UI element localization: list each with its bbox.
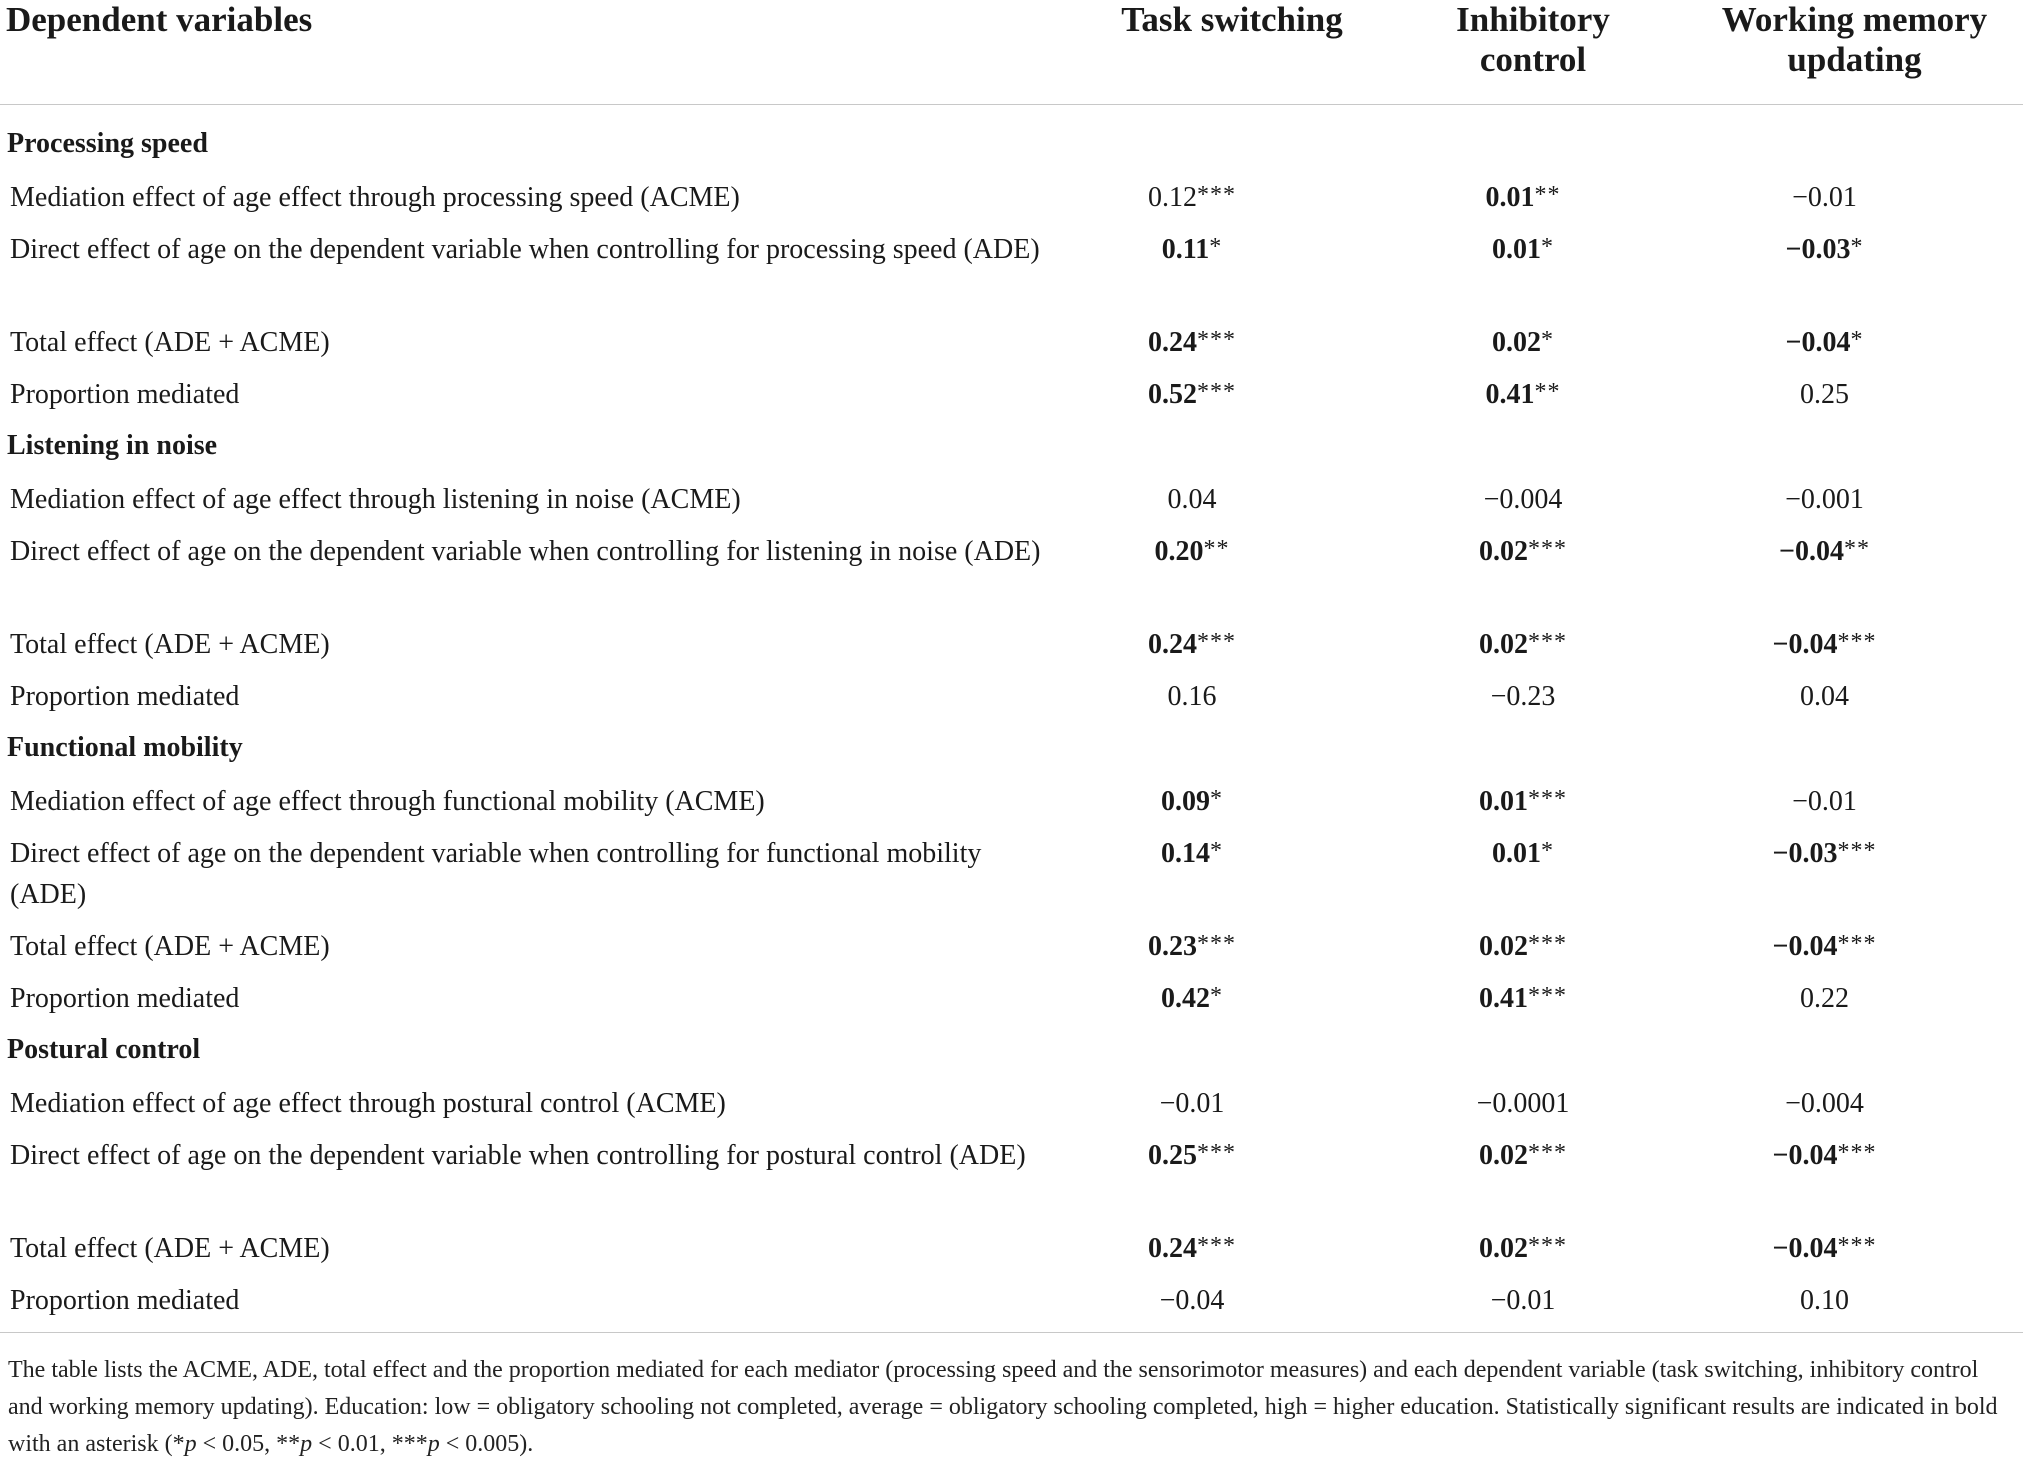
cell-value: 0.14 bbox=[1161, 838, 1210, 869]
cell-value: 0.25 bbox=[1800, 379, 1849, 410]
significance-stars: *** bbox=[1197, 327, 1236, 353]
significance-stars: *** bbox=[1528, 536, 1567, 562]
header-dependent-variables-text: Dependent variables bbox=[6, 0, 313, 39]
significance-stars: * bbox=[1850, 327, 1864, 353]
table-body bbox=[0, 105, 2023, 1333]
cell-value: 0.04 bbox=[1167, 484, 1217, 515]
cell-task-switching bbox=[1084, 1083, 1380, 1135]
significance-stars: *** bbox=[1528, 931, 1567, 957]
cell-task-switching bbox=[1084, 978, 1380, 1030]
cell-inhibitory-control bbox=[1380, 1135, 1686, 1228]
cell-inhibitory-control bbox=[1380, 531, 1686, 624]
significance-stars: *** bbox=[1197, 931, 1236, 957]
cell-task-switching bbox=[1084, 833, 1380, 926]
significance-stars: ** bbox=[1534, 182, 1561, 208]
row-label: Direct effect of age on the dependent variable when controlling for functional mobility (ADE) bbox=[10, 838, 982, 910]
cell-value: −0.001 bbox=[1785, 484, 1864, 515]
cell-value: −0.04 bbox=[1772, 629, 1838, 660]
significance-stars: *** bbox=[1528, 1140, 1567, 1166]
significance-stars: *** bbox=[1197, 1233, 1236, 1259]
row-label: Total effect (ADE + ACME) bbox=[10, 629, 330, 660]
cell-value: 0.04 bbox=[1800, 681, 1849, 712]
cell-working-memory bbox=[1686, 322, 2023, 374]
cell-value: −0.004 bbox=[1483, 484, 1563, 515]
cell-value: 0.16 bbox=[1167, 681, 1217, 712]
cell-task-switching bbox=[1084, 374, 1380, 426]
cell-value: 0.11 bbox=[1161, 234, 1210, 265]
row-label: Direct effect of age on the dependent variable when controlling for listening in noise (ADE) bbox=[10, 536, 1041, 567]
cell-value: −0.04 bbox=[1772, 931, 1838, 962]
cell-value: −0.04 bbox=[1772, 1140, 1838, 1171]
row-label: Mediation effect of age effect through postural control (ACME) bbox=[10, 1088, 726, 1119]
cell-inhibitory-control bbox=[1380, 781, 1686, 833]
header-task-switching-line-1: Task switching bbox=[1121, 0, 1343, 39]
significance-stars: *** bbox=[1837, 629, 1877, 655]
significance-stars: *** bbox=[1837, 931, 1877, 957]
cell-working-memory bbox=[1686, 781, 2023, 833]
significance-stars: *** bbox=[1528, 1233, 1567, 1259]
row-label: Direct effect of age on the dependent variable when controlling for postural control (ADE) bbox=[10, 1140, 1026, 1171]
cell-task-switching bbox=[1084, 177, 1380, 229]
row-label: Proportion mediated bbox=[10, 983, 240, 1014]
cell-task-switching bbox=[1084, 1135, 1380, 1228]
significance-stars: * bbox=[1541, 327, 1554, 353]
cell-value: 0.02 bbox=[1479, 1233, 1528, 1264]
row-label: Mediation effect of age effect through processing speed (ACME) bbox=[10, 182, 740, 213]
group-heading: Postural control bbox=[7, 1034, 201, 1065]
footnote-p-letter-2: p bbox=[300, 1431, 313, 1457]
row-label: Mediation effect of age effect through functional mobility (ACME) bbox=[10, 786, 765, 817]
footnote-p-letter-3: p bbox=[427, 1431, 440, 1457]
table-row bbox=[0, 531, 2023, 624]
table-row bbox=[0, 177, 2023, 229]
significance-stars: * bbox=[1850, 234, 1864, 260]
cell-task-switching bbox=[1084, 926, 1380, 978]
cell-value: 0.09 bbox=[1161, 786, 1210, 817]
footnote-sig3-stars: *** bbox=[391, 1431, 428, 1457]
table-row bbox=[0, 833, 2023, 926]
significance-stars: * bbox=[1209, 234, 1223, 260]
cell-working-memory bbox=[1686, 531, 2023, 624]
cell-inhibitory-control bbox=[1380, 479, 1686, 531]
header-inhibitory-control-line-1: Inhibitory bbox=[1456, 0, 1610, 39]
cell-value: 0.01 bbox=[1479, 786, 1528, 817]
cell-value: 0.42 bbox=[1161, 983, 1210, 1014]
cell-value: −0.04 bbox=[1159, 1285, 1225, 1316]
row-label: Total effect (ADE + ACME) bbox=[10, 1233, 330, 1264]
table-row bbox=[0, 926, 2023, 978]
header-task-switching bbox=[1084, 0, 1380, 105]
cell-working-memory bbox=[1686, 1228, 2023, 1280]
cell-value: 0.22 bbox=[1800, 983, 1849, 1014]
cell-inhibitory-control bbox=[1380, 833, 1686, 926]
header-dependent-variables bbox=[0, 0, 1084, 105]
cell-value: −0.03 bbox=[1785, 234, 1851, 265]
cell-task-switching bbox=[1084, 781, 1380, 833]
significance-stars: *** bbox=[1528, 629, 1567, 655]
cell-task-switching bbox=[1084, 1228, 1380, 1280]
table-row bbox=[0, 1280, 2023, 1333]
significance-stars: ** bbox=[1534, 379, 1561, 405]
cell-inhibitory-control bbox=[1380, 374, 1686, 426]
header-working-memory-line-1: Working memory bbox=[1721, 0, 1988, 39]
significance-stars: *** bbox=[1197, 182, 1236, 208]
footnote-sig1-threshold: < 0.05, bbox=[196, 1431, 277, 1457]
cell-value: −0.04 bbox=[1772, 1233, 1838, 1264]
cell-value: 0.41 bbox=[1485, 379, 1535, 410]
cell-value: 0.23 bbox=[1148, 931, 1197, 962]
significance-stars: *** bbox=[1528, 786, 1567, 812]
cell-working-memory bbox=[1686, 229, 2023, 322]
row-label: Proportion mediated bbox=[0, 1280, 1084, 1333]
header-inhibitory-control-line-2: control bbox=[1479, 40, 1587, 79]
header-working-memory-line-2: updating bbox=[1787, 40, 1922, 79]
cell-task-switching bbox=[1084, 676, 1380, 728]
cell-working-memory bbox=[1686, 624, 2023, 676]
cell-value: −0.01 bbox=[1792, 182, 1857, 213]
cell-task-switching bbox=[1084, 479, 1380, 531]
significance-stars: * bbox=[1210, 983, 1223, 1009]
cell-task-switching bbox=[1084, 624, 1380, 676]
cell-inhibitory-control bbox=[1380, 624, 1686, 676]
cell-inhibitory-control bbox=[1380, 322, 1686, 374]
table-row bbox=[0, 978, 2023, 1030]
cell-value: −0.004 bbox=[1785, 1088, 1864, 1119]
cell-value: 0.10 bbox=[1800, 1285, 1849, 1316]
header-working-memory-updating bbox=[1686, 0, 2023, 105]
group-heading: Processing speed bbox=[7, 128, 208, 159]
table-row bbox=[0, 229, 2023, 322]
table-row bbox=[0, 676, 2023, 728]
cell-value: 0.24 bbox=[1148, 629, 1197, 660]
cell-value: 0.02 bbox=[1479, 629, 1528, 660]
cell-value: 0.02 bbox=[1492, 327, 1541, 358]
header-inhibitory-control bbox=[1380, 0, 1686, 105]
significance-stars: ** bbox=[1843, 536, 1870, 562]
group-heading-row bbox=[0, 728, 2023, 781]
footnote-sig3-threshold: < 0.005). bbox=[439, 1431, 534, 1457]
cell-value: −0.01 bbox=[1792, 786, 1857, 817]
significance-stars: *** bbox=[1837, 1140, 1877, 1166]
cell-value: −0.03 bbox=[1772, 838, 1838, 869]
table-footnote bbox=[8, 1352, 2018, 1463]
cell-inhibitory-control bbox=[1380, 926, 1686, 978]
cell-value: 0.52 bbox=[1148, 379, 1197, 410]
footnote-p-letter-1: p bbox=[184, 1431, 197, 1457]
cell-inhibitory-control bbox=[1380, 978, 1686, 1030]
cell-inhibitory-control bbox=[1380, 1228, 1686, 1280]
cell-working-memory bbox=[1686, 833, 2023, 926]
cell-task-switching bbox=[1084, 531, 1380, 624]
row-label: Proportion mediated bbox=[10, 681, 240, 712]
cell-value: 0.20 bbox=[1154, 536, 1204, 567]
group-heading-row bbox=[0, 426, 2023, 479]
significance-stars: *** bbox=[1837, 838, 1877, 864]
cell-value: 0.02 bbox=[1479, 536, 1528, 567]
row-label: Mediation effect of age effect through listening in noise (ACME) bbox=[10, 484, 741, 515]
cell-value: 0.01 bbox=[1492, 838, 1541, 869]
significance-stars: * bbox=[1210, 786, 1223, 812]
significance-stars: *** bbox=[1197, 379, 1236, 405]
cell-value: 0.24 bbox=[1148, 1233, 1197, 1264]
cell-inhibitory-control bbox=[1380, 229, 1686, 322]
footnote-main-text: The table lists the ACME, ADE, total effect and the proportion mediated for each mediator (processing speed and the sensorimotor measures) and each dependent variable (task switching, inhibitory control and working memory updating). Education: low = obligatory schooling not completed, average = obligatory schooling completed, high = higher education. Statistically significant results are indicated in bold with an asterisk ( bbox=[8, 1357, 1998, 1457]
significance-stars: * bbox=[1541, 838, 1554, 864]
significance-stars: ** bbox=[1203, 536, 1230, 562]
cell-inhibitory-control bbox=[1380, 676, 1686, 728]
cell-value: 0.25 bbox=[1148, 1140, 1197, 1171]
table-row bbox=[0, 1228, 2023, 1280]
cell-value: 0.01 bbox=[1485, 182, 1535, 213]
row-label: Direct effect of age on the dependent variable when controlling for processing speed (ADE) bbox=[10, 234, 1040, 265]
cell-value: 0.41 bbox=[1479, 983, 1528, 1014]
cell-value: −0.01 bbox=[1159, 1088, 1225, 1119]
cell-working-memory bbox=[1686, 926, 2023, 978]
cell-value: −0.04 bbox=[1779, 536, 1844, 567]
cell-value: −0.04 bbox=[1785, 327, 1851, 358]
cell-working-memory bbox=[1686, 374, 2023, 426]
cell-working-memory bbox=[1686, 1083, 2023, 1135]
cell-value: 0.01 bbox=[1492, 234, 1541, 265]
cell-value: −0.01 bbox=[1490, 1285, 1556, 1316]
cell-inhibitory-control bbox=[1380, 1280, 1686, 1333]
cell-task-switching bbox=[1084, 1280, 1380, 1333]
cell-working-memory bbox=[1686, 676, 2023, 728]
group-heading: Functional mobility bbox=[7, 732, 243, 763]
header-row bbox=[0, 0, 2023, 105]
row-label: Proportion mediated bbox=[10, 379, 240, 410]
group-heading-row bbox=[0, 1030, 2023, 1083]
row-label: Total effect (ADE + ACME) bbox=[10, 931, 330, 962]
table-row bbox=[0, 1083, 2023, 1135]
cell-value: −0.0001 bbox=[1476, 1088, 1570, 1119]
table-row bbox=[0, 374, 2023, 426]
table-row bbox=[0, 624, 2023, 676]
cell-task-switching bbox=[1084, 229, 1380, 322]
cell-inhibitory-control bbox=[1380, 177, 1686, 229]
table-row bbox=[0, 322, 2023, 374]
cell-value: 0.24 bbox=[1148, 327, 1197, 358]
cell-value: 0.12 bbox=[1148, 182, 1197, 213]
significance-stars: *** bbox=[1837, 1233, 1877, 1259]
cell-working-memory bbox=[1686, 1280, 2023, 1333]
cell-value: −0.23 bbox=[1490, 681, 1556, 712]
table-header bbox=[0, 0, 2023, 105]
footnote-sig1-stars: * bbox=[172, 1431, 185, 1457]
table-row bbox=[0, 1135, 2023, 1228]
cell-working-memory bbox=[1686, 978, 2023, 1030]
row-label: Total effect (ADE + ACME) bbox=[10, 327, 330, 358]
footnote-sig2-stars: ** bbox=[276, 1431, 301, 1457]
cell-value: 0.02 bbox=[1479, 1140, 1528, 1171]
table-row bbox=[0, 479, 2023, 531]
significance-stars: *** bbox=[1197, 629, 1236, 655]
cell-value: 0.02 bbox=[1479, 931, 1528, 962]
significance-stars: * bbox=[1541, 234, 1554, 260]
cell-working-memory bbox=[1686, 177, 2023, 229]
significance-stars: * bbox=[1210, 838, 1223, 864]
significance-stars: *** bbox=[1197, 1140, 1236, 1166]
group-heading: Listening in noise bbox=[7, 430, 218, 461]
table-row bbox=[0, 781, 2023, 833]
cell-working-memory bbox=[1686, 1135, 2023, 1228]
cell-working-memory bbox=[1686, 479, 2023, 531]
footnote-sig2-threshold: < 0.01, bbox=[312, 1431, 392, 1457]
cell-task-switching bbox=[1084, 322, 1380, 374]
header-spacer-cell bbox=[0, 105, 2023, 125]
significance-stars: *** bbox=[1528, 983, 1567, 1009]
header-spacer bbox=[0, 105, 2023, 125]
group-heading-row bbox=[0, 124, 2023, 177]
cell-inhibitory-control bbox=[1380, 1083, 1686, 1135]
